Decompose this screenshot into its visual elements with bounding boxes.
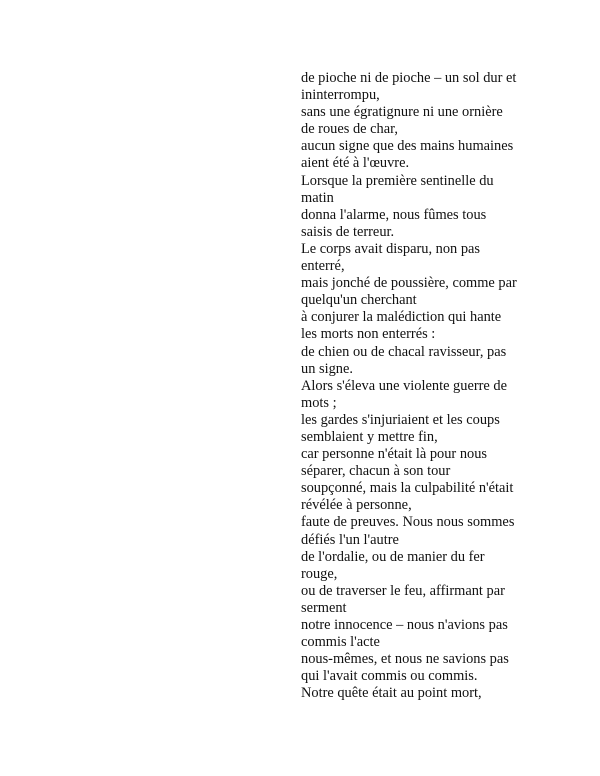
poem-line: rouge, (301, 565, 338, 582)
poem-line: saisis de terreur. (301, 223, 395, 240)
poem-line: défiés l'un l'autre (301, 531, 399, 548)
poem-line: Alors s'éleva une violente guerre de (301, 377, 507, 394)
poem-line: Lorsque la première sentinelle du (301, 172, 494, 189)
poem-line: aucun signe que des mains humaines (301, 138, 514, 155)
poem-line: révélée à personne, (301, 497, 412, 514)
poem-line: car personne n'était là pour nous (301, 446, 488, 463)
poem-text-block (301, 70, 541, 702)
poem-line: faute de preuves. Nous nous sommes (301, 514, 515, 531)
poem-line: à conjurer la malédiction qui hante (301, 309, 502, 326)
poem-line: ininterrompu, (301, 87, 380, 104)
poem-line: nous-mêmes, et nous ne savions pas (301, 651, 509, 668)
poem-line: quelqu'un cherchant (301, 292, 417, 309)
poem-line: ou de traverser le feu, affirmant par (301, 582, 505, 599)
poem-line: un signe. (301, 360, 353, 377)
poem-line: semblaient y mettre fin, (301, 428, 438, 445)
poem-line: notre innocence – nous n'avions pas (301, 617, 508, 633)
poem-line: mais jonché de poussière, comme par (301, 275, 517, 292)
poem-line: aient été à l'œuvre. (301, 155, 410, 172)
poem-line: Notre quête était au point mort, (301, 685, 482, 702)
poem-line: de roues de char, (301, 121, 398, 138)
poem-line: les morts non enterrés : (301, 326, 436, 343)
poem-line: sans une égratignure ni une ornière (301, 104, 503, 121)
poem-line: Le corps avait disparu, non pas (301, 240, 481, 257)
poem-line: serment (301, 599, 347, 616)
poem-line: soupçonné, mais la culpabilité n'était (301, 480, 514, 497)
poem-line: séparer, chacun à son tour (301, 463, 451, 480)
poem-line: qui l'avait commis ou commis. (301, 668, 478, 685)
poem-line: de pioche ni de pioche – un sol dur et (301, 70, 517, 86)
poem-line: de l'ordalie, ou de manier du fer (301, 548, 485, 565)
poem-line: mots ; (301, 394, 337, 411)
poem-line: donna l'alarme, nous fûmes tous (301, 206, 487, 223)
poem-line: enterré, (301, 258, 345, 275)
poem-line: matin (301, 189, 334, 206)
poem-line: les gardes s'injuriaient et les coups (301, 411, 500, 428)
poem-line: commis l'acte (301, 634, 380, 651)
poem-line: de chien ou de chacal ravisseur, pas (301, 343, 507, 360)
